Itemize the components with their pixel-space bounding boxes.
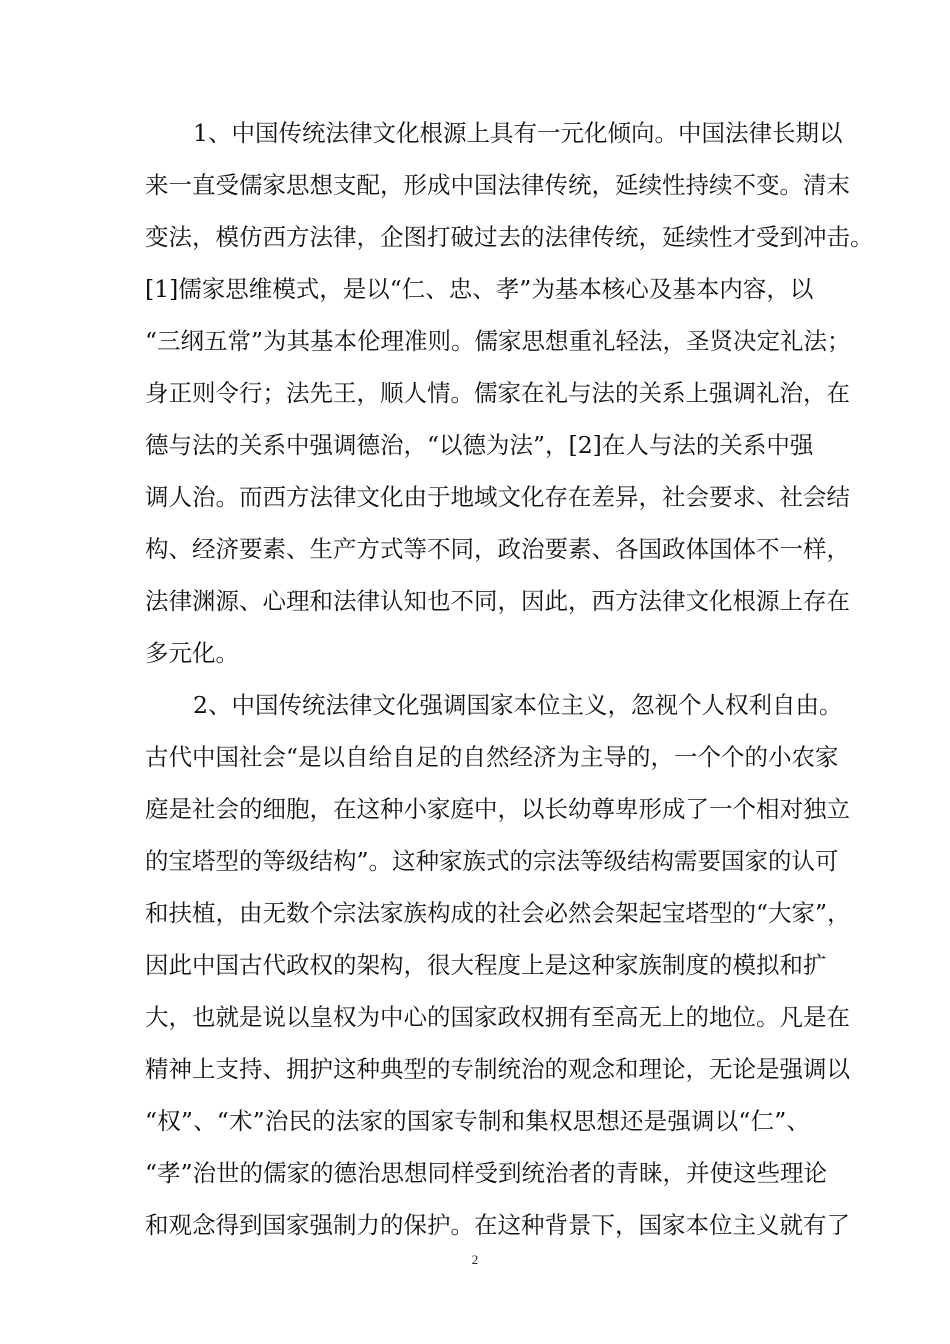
paragraph-line: 和观念得到国家强制力的保护。在这种背景下，国家本位主义就有了 (145, 1211, 850, 1239)
page-number: 2 (471, 1252, 479, 1267)
paragraph-line: 精神上支持、拥护这种典型的专制统治的观念和理论，无论是强调以 (145, 1055, 850, 1083)
paragraph-line: 和扶植，由无数个宗法家族构成的社会必然会架起宝塔型的“大家”， (145, 899, 851, 927)
paragraph-line: 身正则令行；法先王，顺人情。儒家在礼与法的关系上强调礼治，在 (145, 379, 850, 407)
paragraph-line: 2、中国传统法律文化强调国家本位主义，忽视个人权利自由。 (193, 691, 843, 719)
paragraph-line: “权”、“术”治民的法家的国家专制和集权思想还是强调以“仁”、 (145, 1107, 810, 1135)
paragraph-line: 变法，模仿西方法律，企图打破过去的法律传统，延续性才受到冲击。 (145, 223, 874, 251)
paragraph-line: 因此中国古代政权的架构，很大程度上是这种家族制度的模拟和扩 (145, 951, 827, 979)
paragraph-line: 多元化。 (145, 639, 239, 667)
paragraph-line: 来一直受儒家思想支配，形成中国法律传统，延续性持续不变。清末 (145, 171, 850, 199)
paragraph-line: “三纲五常”为其基本伦理准则。儒家思想重礼轻法，圣贤决定礼法； (145, 327, 851, 355)
paragraph-line: [1]儒家思维模式，是以“仁、忠、孝”为基本核心及基本内容，以 (145, 275, 814, 303)
paragraph-line: 构、经济要素、生产方式等不同，政治要素、各国政体国体不一样， (145, 535, 850, 563)
paragraph-line: 法律渊源、心理和法律认知也不同，因此，西方法律文化根源上存在 (145, 587, 850, 615)
paragraph-line: 古代中国社会“是以自给自足的自然经济为主导的，一个个的小农家 (145, 743, 839, 771)
paragraph-line: “孝”治世的儒家的德治思想同样受到统治者的青睐，并使这些理论 (145, 1159, 828, 1187)
paragraph-line: 德与法的关系中强调德治，“以德为法”，[2]在人与法的关系中强 (145, 431, 814, 459)
paragraph-line: 庭是社会的细胞，在这种小家庭中，以长幼尊卑形成了一个相对独立 (145, 795, 850, 823)
paragraph-line: 大，也就是说以皇权为中心的国家政权拥有至高无上的地位。凡是在 (145, 1003, 850, 1031)
paragraph-line: 的宝塔型的等级结构”。这种家族式的宗法等级结构需要国家的认可 (145, 847, 839, 875)
paragraph-line: 调人治。而西方法律文化由于地域文化存在差异，社会要求、社会结 (145, 483, 850, 511)
paragraph-line: 1、中国传统法律文化根源上具有一元化倾向。中国法律长期以 (193, 119, 843, 147)
